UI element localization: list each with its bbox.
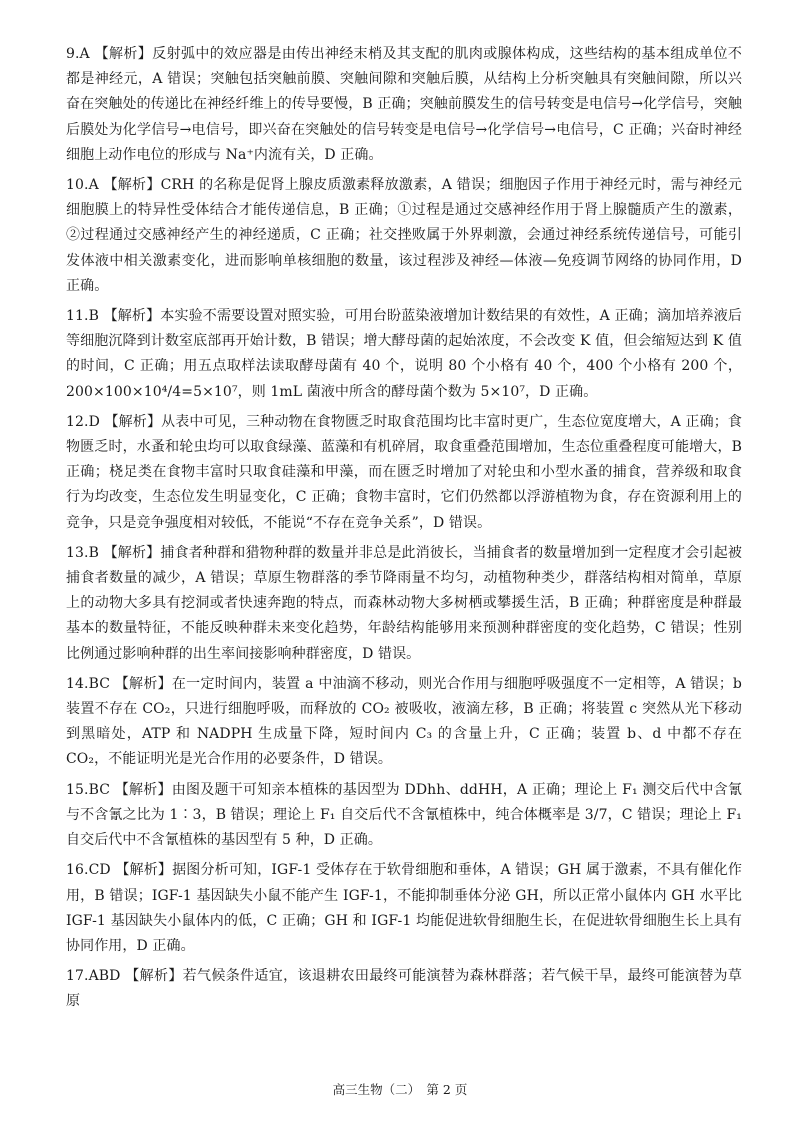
answer-item-17: 17.ABD 【解析】若气候条件适宜，该退耕农田最终可能演替为森林群落；若气候干旱，最终可能演替为草原 [66, 968, 742, 1010]
answer-item-15: 15.BC 【解析】由图及题干可知亲本植株的基因型为 DDhh、ddHH，A 正确；理论上 F₁ 测交后代中含氰与不含氰之比为 1∶3，B 错误；理论上 F₁ 自交后代不含氰植株中，纯合体概率是 3/7，C 错误；理论上 F₁ 自交后代中不含氰植株的基因型有 5 种，D 正确。 [66, 781, 742, 849]
answer-item-12: 12.D 【解析】从表中可见，三种动物在食物匮乏时取食范围均比丰富时更广，生态位宽度增大，A 正确；食物匮乏时，水蚤和轮虫均可以取食绿藻、蓝藻和有机碎屑，取食重叠范围增加，生态位重叠程度可能增大，B 正确；桡足类在食物丰富时只取食硅藻和甲藻，而在匮乏时增加了对轮虫和小型水蚤的捕食，营养级和取食行为均改变，生态位发生明显变化，C 正确；食物丰富时，它们仍然都以浮游植物为食，存在资源利用上的竞争，只是竞争强度相对较低，不能说“不存在竞争关系”，D 错误。 [66, 413, 742, 531]
answer-item-11: 11.B 【解析】本实验不需要设置对照实验，可用台盼蓝染液增加计数结果的有效性，A 正确；滴加培养液后等细胞沉降到计数室底部再开始计数，B 错误；增大酵母菌的起始浓度，不会改变 K 值，但会缩短达到 K 值的时间，C 正确；用五点取样法读取酵母菌有 40 个，说明 80 个小格有 40 个，400 个小格有 200 个，200×100×10⁴/4=5×10⁷，则 1mL 菌液中所含的酵母菌个数为 5×10⁷，D 正确。 [66, 308, 742, 400]
answer-item-14: 14.BC 【解析】在一定时间内，装置 a 中油滴不移动，则光合作用与细胞呼吸强度不一定相等，A 错误；b 装置不存在 CO₂，只进行细胞呼吸，而释放的 CO₂ 被吸收，液滴左移，B 正确；将装置 c 突然从光下移动到黑暗处，ATP 和 NADPH 生成量下降，短时间内 C₃ 的含量上升，C 正确；装置 b、d 中都不存在 CO₂，不能证明光是光合作用的必要条件，D 错误。 [66, 675, 742, 768]
answer-item-16: 16.CD 【解析】据图分析可知，IGF-1 受体存在于软骨细胞和垂体，A 错误；GH 属于激素，不具有催化作用，B 错误；IGF-1 基因缺失小鼠不能产生 IGF-1，不能抑制垂体分泌 GH，所以正常小鼠体内 GH 水平比 IGF-1 基因缺失小鼠体内的低，C 正确；GH 和 IGF-1 均能促进软骨细胞生长，在促进软骨细胞生长上具有协同作用，D 正确。 [66, 862, 742, 954]
answer-item-9: 9.A 【解析】反射弧中的效应器是由传出神经末梢及其支配的肌肉或腺体构成，这些结构的基本组成单位不都是神经元，A 错误；突触包括突触前膜、突触间隙和突触后膜，从结构上分析突触具有突触间隙，所以兴奋在突触处的传递比在神经纤维上的传导要慢，B 正确；突触前膜发生的信号转变是电信号→化学信号，突触后膜处为化学信号→电信号，即兴奋在突触处的信号转变是电信号→化学信号→电信号，C 正确；兴奋时神经细胞上动作电位的形成与 Na⁺内流有关，D 正确。 [66, 46, 742, 163]
answer-item-13: 13.B 【解析】捕食者种群和猎物种群的数量并非总是此消彼长，当捕食者的数量增加到一定程度才会引起被捕食者数量的减少，A 错误；草原生物群落的季节降雨量不均匀，动植物种类少，群落结构相对简单，草原上的动物大多具有挖洞或者快速奔跑的特点，而森林动物大多树栖或攀援生活，B 正确；种群密度是种群最基本的数量特征，不能反映种群未来变化趋势，年龄结构能够用来预测种群密度的变化趋势，C 错误；性别比例通过影响种群的出生率间接影响种群密度，D 错误。 [66, 544, 742, 662]
answer-item-10: 10.A 【解析】CRH 的名称是促肾上腺皮质激素释放激素，A 错误；细胞因子作用于神经元时，需与神经元细胞膜上的特异性受体结合才能传递信息，B 正确；①过程是通过交感神经作用于肾上腺髓质产生的激素，②过程通过交感神经产生的神经递质，C 正确；社交挫败属于外界刺激，会通过神经系统传递信号，可能引发体液中相关激素变化，进而影响单核细胞的数量，该过程涉及神经—体液—免疫调节网络的协同作用，D 正确。 [66, 177, 742, 294]
page-footer: 高三生物（二） 第 2 页 [332, 1082, 468, 1097]
